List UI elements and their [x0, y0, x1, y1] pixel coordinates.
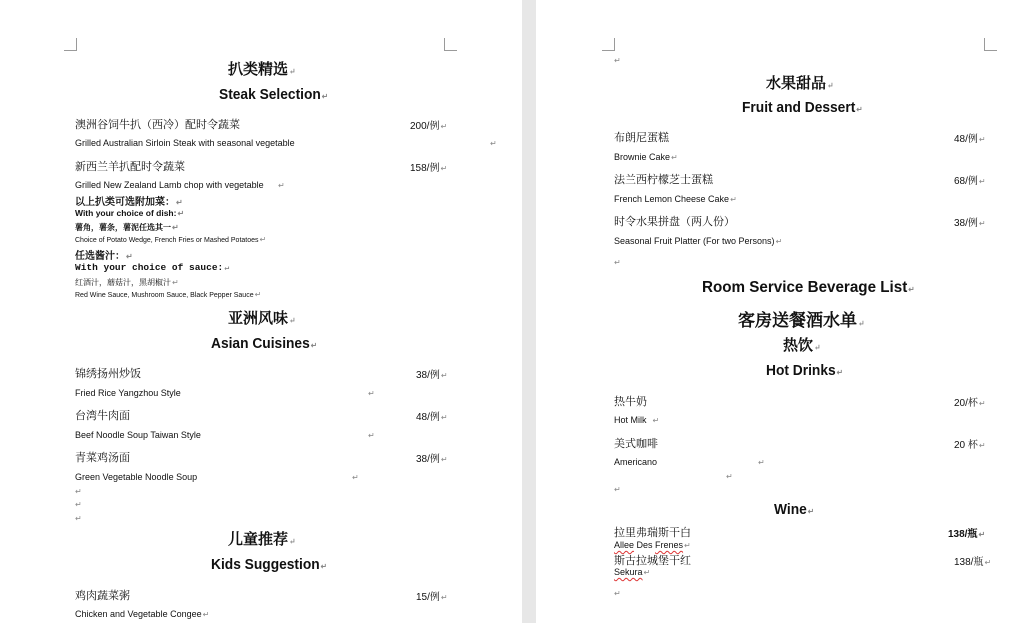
crop-mark-top-right [984, 38, 997, 51]
asian-item-1-cn: 锦绣扬州炒饭 [75, 368, 141, 380]
asian-item-2-en: Beef Noodle Soup Taiwan Style [75, 430, 201, 440]
steak-title-en: Steak Selection↵ [219, 87, 329, 103]
asian-item-1-price: 38/例↵ [416, 370, 448, 381]
crop-mark-top-left [602, 38, 615, 51]
paragraph-mark: ↵ [368, 431, 375, 440]
wine-item-1-en: Allee Des Frenes↵ [614, 540, 691, 550]
hot-item-1-en: Hot Milk ↵ [614, 415, 660, 425]
paragraph-mark: ↵ [368, 389, 375, 398]
dessert-item-3-en: Seasonal Fruit Platter (For two Persons)↵ [614, 236, 783, 246]
paragraph-mark: ↵ [614, 258, 621, 267]
hot-title-cn: 热饮↵ [783, 336, 821, 354]
wine-item-2-en: Sekura↵ [614, 567, 651, 577]
wine-item-1-price: 138/瓶↵ [948, 529, 986, 540]
asian-item-3-en: Green Vegetable Noodle Soup [75, 472, 198, 482]
hot-title-en: Hot Drinks↵ [766, 363, 843, 379]
kids-item-1-price: 15/例↵ [416, 592, 448, 603]
hot-item-2-en: Americano [614, 457, 658, 467]
steak-item-2-price: 158/例↵ [410, 163, 448, 174]
steak-item-2-en: Grilled New Zealand Lamb chop with vegetable [75, 180, 264, 190]
dessert-item-3-price: 38/例↵ [954, 218, 986, 229]
hot-item-2-price: 20 杯↵ [954, 440, 986, 451]
side-options-cn: 薯角，薯条，薯泥任选其一↵ [75, 223, 179, 232]
paragraph-mark: ↵ [278, 181, 285, 190]
kids-title-en: Kids Suggestion↵ [211, 557, 328, 573]
steak-item-1-cn: 澳洲谷饲牛扒（西冷）配时令蔬菜 [75, 119, 240, 131]
beverage-title-cn: 客房送餐酒水单↵ [738, 311, 865, 331]
dessert-item-1-en: Brownie Cake↵ [614, 152, 678, 162]
wine-item-2-cn: 斯古拉城堡干红 [614, 555, 691, 567]
paragraph-mark: ↵ [758, 458, 765, 467]
sauce-note-cn: 任选酱汁：↵ [75, 251, 133, 262]
paragraph-mark: ↵ [614, 485, 621, 494]
paragraph-mark: ↵ [75, 487, 82, 496]
steak-item-2-cn: 新西兰羊扒配时令蔬菜 [75, 161, 185, 173]
steak-item-1-price: 200/例↵ [410, 121, 448, 132]
beverage-title-en: Room Service Beverage List↵ [702, 279, 915, 296]
dessert-title-cn: 水果甜品↵ [766, 74, 834, 92]
asian-item-3-cn: 青菜鸡汤面 [75, 452, 130, 464]
kids-item-1-en: Chicken and Vegetable Congee↵ [75, 609, 210, 619]
side-options-en: Choice of Potato Wedge, French Fries or Mashed Potatoes↵ [75, 235, 267, 244]
kids-title-cn: 儿童推荐↵ [228, 530, 296, 548]
hot-item-2-cn: 美式咖啡 [614, 438, 658, 450]
wine-title-en: Wine↵ [774, 502, 815, 518]
wine-item-1-cn: 拉里弗瑞斯干白 [614, 527, 691, 539]
hot-item-1-cn: 热牛奶 [614, 396, 647, 408]
dessert-item-3-cn: 时令水果拼盘（两人份） [614, 216, 735, 228]
hot-item-1-price: 20/杯↵ [954, 398, 986, 409]
paragraph-mark: ↵ [490, 139, 497, 148]
paragraph-mark: ↵ [614, 589, 621, 598]
side-note-en: With your choice of dish:↵ [75, 208, 185, 218]
dessert-item-2-price: 68/例↵ [954, 176, 986, 187]
asian-item-2-cn: 台湾牛肉面 [75, 410, 130, 422]
sauce-options-en: Red Wine Sauce, Mushroom Sauce, Black Pepper Sauce↵ [75, 290, 262, 299]
sauce-options-cn: 红酒汁，蘑菇汁，黑胡椒汁↵ [75, 278, 179, 287]
paragraph-mark: ↵ [726, 472, 733, 481]
asian-item-3-price: 38/例↵ [416, 454, 448, 465]
dessert-item-1-cn: 布朗尼蛋糕 [614, 132, 669, 144]
sauce-note-en: With your choice of sauce:↵ [75, 262, 230, 273]
document-page-right [536, 0, 1024, 623]
crop-mark-top-left [64, 38, 77, 51]
side-note-cn: 以上扒类可选附加菜：↵ [75, 197, 183, 208]
dessert-title-en: Fruit and Dessert↵ [742, 100, 863, 116]
crop-mark-top-right [444, 38, 457, 51]
dessert-item-2-en: French Lemon Cheese Cake↵ [614, 194, 737, 204]
dessert-item-1-price: 48/例↵ [954, 134, 986, 145]
paragraph-mark: ↵ [75, 514, 82, 523]
asian-title-en: Asian Cuisines↵ [211, 336, 318, 352]
asian-item-1-en: Fried Rice Yangzhou Style [75, 388, 181, 398]
paragraph-mark: ↵ [75, 500, 82, 509]
dessert-item-2-cn: 法兰西柠檬芝士蛋糕 [614, 174, 713, 186]
asian-item-2-price: 48/例↵ [416, 412, 448, 423]
steak-title-cn: 扒类精选↵ [228, 60, 296, 78]
wine-item-2-price: 138/瓶↵ [954, 557, 992, 568]
paragraph-mark: ↵ [352, 473, 359, 482]
asian-title-cn: 亚洲风味↵ [228, 309, 296, 327]
kids-item-1-cn: 鸡肉蔬菜粥 [75, 590, 130, 602]
steak-item-1-en: Grilled Australian Sirloin Steak with seasonal vegetable [75, 138, 295, 148]
paragraph-mark: ↵ [614, 56, 621, 65]
